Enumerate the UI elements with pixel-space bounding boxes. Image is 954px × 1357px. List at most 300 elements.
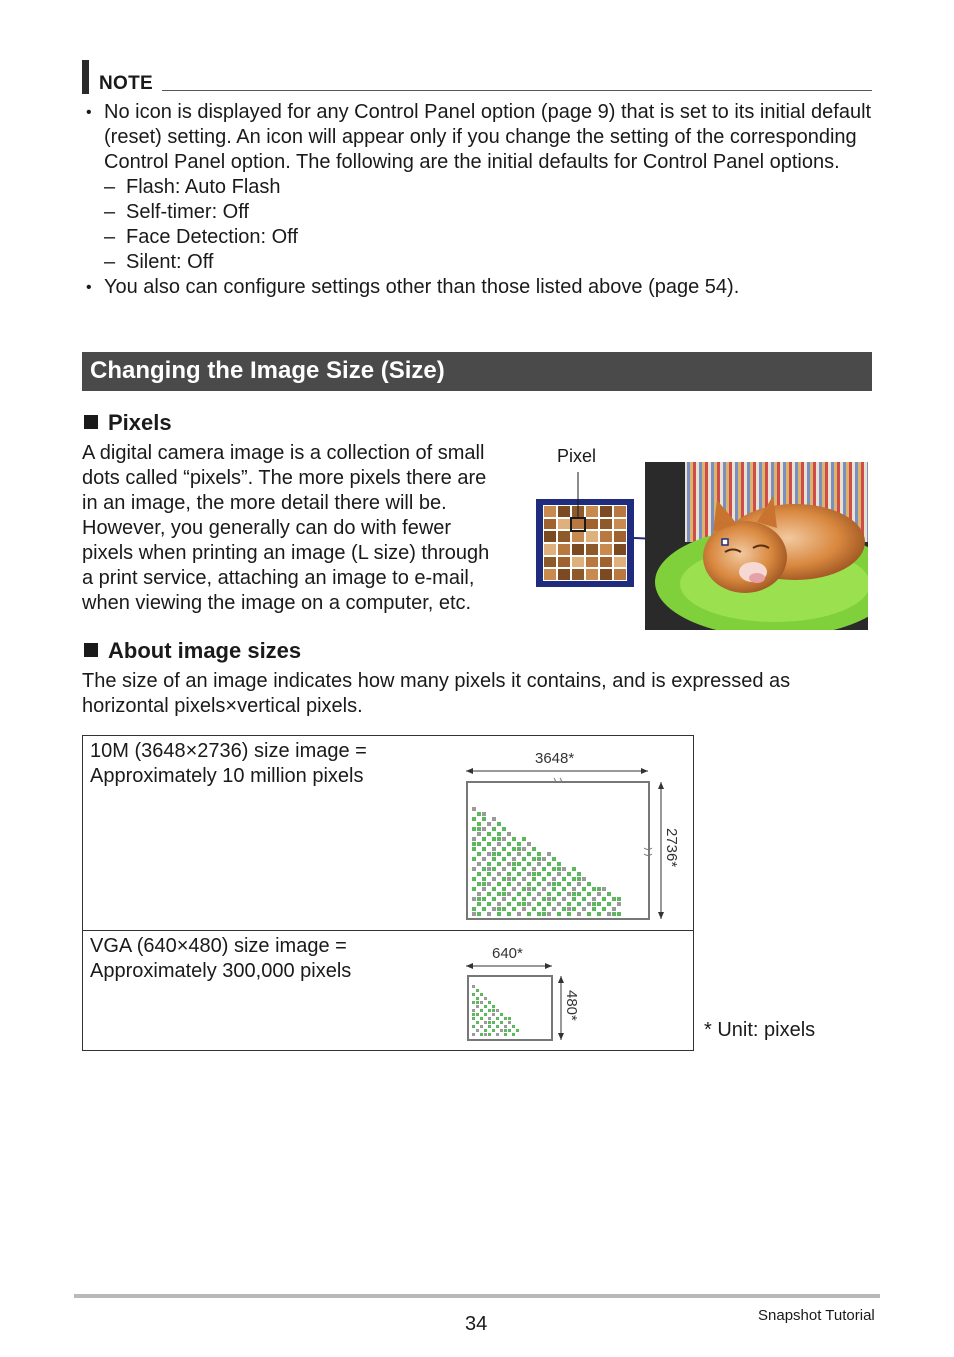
pixel-dot — [557, 867, 561, 871]
pixel-dot — [502, 847, 506, 851]
pixel-dot — [482, 887, 486, 891]
pixel-dot — [522, 867, 526, 871]
pixel-dot — [527, 902, 531, 906]
pixel-dot — [582, 897, 586, 901]
pixel-dot — [472, 827, 476, 831]
pixel-dot — [582, 887, 586, 891]
pixel-dot — [587, 902, 591, 906]
pixel-dot — [527, 887, 531, 891]
pixel-cell — [600, 569, 612, 580]
pixel-dot — [577, 892, 581, 896]
pixel-dot — [522, 847, 526, 851]
pixel-dot — [547, 912, 551, 916]
pixel-dot — [472, 867, 476, 871]
pixel-dot — [577, 882, 581, 886]
pixel-dot — [472, 877, 476, 881]
pixel-dot — [512, 857, 516, 861]
default-item: – Self-timer: Off — [84, 200, 874, 225]
pixel-dot — [497, 822, 501, 826]
pixel-dot — [572, 907, 576, 911]
pixel-cell — [614, 569, 626, 580]
pixel-dot — [532, 857, 536, 861]
pixel-dot — [502, 837, 506, 841]
pixel-dot — [557, 872, 561, 876]
pixel-dot — [587, 892, 591, 896]
pixel-dot — [512, 837, 516, 841]
height-label-vga: 480* — [563, 990, 580, 1021]
pixel-dot — [532, 897, 536, 901]
pixel-dot — [496, 1025, 499, 1028]
pixel-dot — [472, 847, 476, 851]
pixel-dot — [612, 912, 616, 916]
pixel-dot — [587, 882, 591, 886]
height-label-10m: 2736* — [663, 828, 680, 868]
pixel-dot — [537, 862, 541, 866]
footer-rule — [74, 1294, 880, 1298]
pixel-dot — [547, 897, 551, 901]
note-bullet-1: • No icon is displayed for any Control Panel option (page 9) that is set to its initial default (reset) setting. An icon will appear only if you change the setting of the corresponding Control Panel option. The following are the initial defaults for Control Panel options. — [84, 100, 874, 175]
pixel-dot — [476, 1013, 479, 1016]
pixel-dot — [592, 887, 596, 891]
pixel-dot — [572, 867, 576, 871]
pixel-dot — [477, 827, 481, 831]
pixel-dot — [507, 862, 511, 866]
pixel-dot — [502, 867, 506, 871]
pixel-dot — [507, 872, 511, 876]
pixel-dot — [517, 852, 521, 856]
pixel-dot — [472, 1025, 475, 1028]
pixel-dot — [508, 1029, 511, 1032]
pixel-dot — [522, 907, 526, 911]
pixel-dot — [607, 912, 611, 916]
pixel-dot — [472, 907, 476, 911]
pixel-dot — [567, 907, 571, 911]
pixel-dot — [562, 877, 566, 881]
pixel-dot — [592, 907, 596, 911]
pixel-dot — [602, 907, 606, 911]
pixel-dot — [612, 907, 616, 911]
pixel-dot — [532, 847, 536, 851]
pixel-dot — [484, 1033, 487, 1036]
pixel-dot — [477, 902, 481, 906]
pixel-dot — [492, 907, 496, 911]
pixel-dot — [547, 902, 551, 906]
pixel-dot — [567, 872, 571, 876]
pixel-dot — [472, 807, 476, 811]
pixel-dot — [517, 847, 521, 851]
pixel-dot — [552, 882, 556, 886]
pixel-dot — [484, 1029, 487, 1032]
pixel-dot — [472, 842, 476, 846]
pixel-dot — [487, 862, 491, 866]
pixel-dot — [482, 877, 486, 881]
pixel-dot — [552, 907, 556, 911]
pixel-dot — [552, 867, 556, 871]
pixel-dot — [542, 912, 546, 916]
pixel-dot — [488, 1017, 491, 1020]
pixel-dot — [504, 1029, 507, 1032]
note-label: NOTE — [99, 73, 153, 94]
size-row-vga-text: VGA (640×480) size image = Approximately 300,000 pixels — [90, 935, 352, 982]
pixel-dot — [492, 897, 496, 901]
pixel-dot — [487, 892, 491, 896]
pixel-dot — [522, 857, 526, 861]
note-bullet-2: • You also can configure settings other than those listed above (page 54). — [84, 275, 874, 300]
pixel-dot — [482, 907, 486, 911]
pixel-dot — [472, 1001, 475, 1004]
pixel-dot — [480, 1017, 483, 1020]
pixel-dot — [532, 907, 536, 911]
pixel-dot — [537, 872, 541, 876]
pixel-dot — [577, 872, 581, 876]
pixel-dot — [482, 882, 486, 886]
pixel-dot — [532, 872, 536, 876]
pixel-dot — [477, 897, 481, 901]
pixel-dot — [532, 867, 536, 871]
pixel-dot — [477, 872, 481, 876]
pixel-dot — [492, 1005, 495, 1008]
pixel-dot — [492, 852, 496, 856]
pixel-dot — [472, 837, 476, 841]
pixel-dot — [497, 907, 501, 911]
pixel-dot — [607, 902, 611, 906]
pixel-dot — [542, 857, 546, 861]
pixel-dot — [527, 862, 531, 866]
pixel-dot — [484, 1013, 487, 1016]
pixel-dot — [517, 872, 521, 876]
pixel-dot — [507, 832, 511, 836]
pixel-cell — [586, 569, 598, 580]
pixel-dot — [472, 897, 476, 901]
pixel-dot — [527, 872, 531, 876]
pixel-dot — [527, 892, 531, 896]
pixel-dot — [504, 1025, 507, 1028]
pixel-dot — [517, 842, 521, 846]
pixel-dot — [547, 892, 551, 896]
pixel-dot — [537, 912, 541, 916]
pixel-dot — [592, 897, 596, 901]
unit-note: * Unit: pixels — [704, 1019, 816, 1041]
pixel-dot — [477, 832, 481, 836]
pixel-dot — [552, 877, 556, 881]
pixel-dot — [507, 877, 511, 881]
pixel-dot — [502, 907, 506, 911]
pixel-dot — [497, 892, 501, 896]
pixel-dot — [497, 832, 501, 836]
pixel-dot — [497, 862, 501, 866]
pixel-dot — [552, 857, 556, 861]
pixel-dot — [508, 1021, 511, 1024]
pixel-dot — [602, 897, 606, 901]
pixel-dot — [562, 887, 566, 891]
pixel-dot — [476, 1021, 479, 1024]
pixel-dot — [472, 817, 476, 821]
pixel-figure-label: Pixel — [557, 446, 597, 466]
width-label-10m: 3648* — [535, 750, 575, 767]
pixel-dot — [507, 902, 511, 906]
pixel-dot — [557, 882, 561, 886]
pixel-dot — [517, 892, 521, 896]
sizes-heading: About image sizes — [84, 638, 301, 664]
pixel-dot — [542, 907, 546, 911]
pixel-dot — [477, 812, 481, 816]
pixel-dot — [502, 857, 506, 861]
pixel-dot — [557, 912, 561, 916]
page-number: 34 — [465, 1313, 488, 1335]
pixel-dot — [476, 1001, 479, 1004]
pixel-dot — [482, 867, 486, 871]
pixel-dot — [472, 985, 475, 988]
pixel-dot — [542, 867, 546, 871]
pixel-dot — [507, 892, 511, 896]
size-row-10m-text: 10M (3648×2736) size image = Approximately 10 million pixels — [90, 740, 367, 787]
pixel-dot — [487, 912, 491, 916]
pixel-dot — [537, 892, 541, 896]
pixel-dot — [617, 897, 621, 901]
pixel-dot — [500, 1029, 503, 1032]
pixel-dot — [487, 872, 491, 876]
pixel-dot — [480, 1025, 483, 1028]
default-item: – Silent: Off — [84, 250, 874, 275]
pixel-dot — [522, 897, 526, 901]
note-marker — [82, 60, 89, 94]
pixel-dot — [557, 892, 561, 896]
pixels-heading: Pixels — [84, 410, 172, 436]
pixel-dot — [504, 1017, 507, 1020]
pixel-dot — [487, 902, 491, 906]
pixel-dot — [597, 902, 601, 906]
pixel-dot — [517, 902, 521, 906]
pixel-dot — [487, 822, 491, 826]
default-item: – Flash: Auto Flash — [84, 175, 874, 200]
pixel-dot — [537, 882, 541, 886]
pixel-dot — [567, 902, 571, 906]
pixel-dot — [547, 852, 551, 856]
pixel-dot — [512, 877, 516, 881]
pixel-dot — [512, 1025, 515, 1028]
pixel-dot — [488, 1001, 491, 1004]
pixel-dot — [497, 852, 501, 856]
note-rule — [162, 90, 872, 91]
pixel-dot — [597, 912, 601, 916]
sizes-intro: The size of an image indicates how many pixels it contains, and is expressed as horizontal pixels×vertical pixels. — [82, 670, 791, 717]
pixel-dot — [567, 892, 571, 896]
pixel-dot — [537, 852, 541, 856]
pixel-dot — [482, 812, 486, 816]
pixel-cell — [572, 569, 584, 580]
pixel-dot — [537, 857, 541, 861]
pixel-dot — [482, 897, 486, 901]
pixel-dot — [508, 1017, 511, 1020]
pixel-dot — [512, 907, 516, 911]
image-diagram-10m — [460, 760, 685, 930]
pixel-dot — [542, 877, 546, 881]
pixel-dot — [476, 1005, 479, 1008]
pixel-dot — [488, 1025, 491, 1028]
pixel-dot — [487, 867, 491, 871]
pixel-dot — [547, 862, 551, 866]
pixel-dot — [472, 1009, 475, 1012]
pixel-dot — [472, 1033, 475, 1036]
pixel-dot — [482, 857, 486, 861]
pixel-dot — [497, 837, 501, 841]
pixel-dot — [512, 847, 516, 851]
pixel-dot — [517, 882, 521, 886]
pixel-dot — [517, 912, 521, 916]
pixel-cell — [558, 569, 570, 580]
pixel-dot — [567, 912, 571, 916]
pixel-dot — [547, 872, 551, 876]
pixel-dot — [496, 1033, 499, 1036]
pixel-dot — [497, 902, 501, 906]
pixel-dot — [497, 872, 501, 876]
pixel-dot — [480, 993, 483, 996]
pixel-dot — [487, 852, 491, 856]
pixel-dot — [472, 1013, 475, 1016]
pixel-dot — [592, 902, 596, 906]
pixel-dot — [492, 1009, 495, 1012]
square-bullet-icon — [84, 643, 98, 657]
pixel-dot — [612, 897, 616, 901]
pixel-dot — [597, 887, 601, 891]
pixel-dot — [617, 902, 621, 906]
pixel-dot — [542, 887, 546, 891]
pixel-dot — [502, 892, 506, 896]
pixel-dot — [482, 827, 486, 831]
pixel-dot — [507, 912, 511, 916]
pixel-dot — [484, 1005, 487, 1008]
pixel-dot — [502, 877, 506, 881]
pixel-dot — [572, 887, 576, 891]
pixel-dot — [487, 882, 491, 886]
pixel-dot — [552, 887, 556, 891]
pixel-dot — [492, 877, 496, 881]
pixel-dot — [502, 897, 506, 901]
default-item: – Face Detection: Off — [84, 225, 874, 250]
pixel-dot — [512, 862, 516, 866]
pixel-dot — [562, 897, 566, 901]
pixel-dot — [577, 902, 581, 906]
pixel-cell — [544, 569, 556, 580]
pixel-dot — [488, 1021, 491, 1024]
pixel-dot — [492, 817, 496, 821]
pixel-dot — [577, 877, 581, 881]
pixel-dot — [516, 1029, 519, 1032]
pixel-dot — [492, 1029, 495, 1032]
pixel-dot — [557, 862, 561, 866]
cat-photo — [645, 462, 868, 630]
pixel-dot — [480, 1009, 483, 1012]
pixel-dot — [607, 892, 611, 896]
pixel-dot — [522, 887, 526, 891]
pixel-dot — [488, 1033, 491, 1036]
pixel-dot — [492, 857, 496, 861]
pixel-dot — [504, 1033, 507, 1036]
pixel-dot — [562, 907, 566, 911]
pixel-dot — [500, 1021, 503, 1024]
pixel-dot — [500, 1013, 503, 1016]
pixel-dot — [476, 997, 479, 1000]
pixel-dot — [522, 902, 526, 906]
pixel-dot — [477, 882, 481, 886]
pixel-dot — [542, 897, 546, 901]
pixel-dot — [527, 852, 531, 856]
pixel-dot — [522, 837, 526, 841]
width-label-vga: 640* — [492, 945, 523, 962]
pixel-dot — [492, 837, 496, 841]
pixel-dot — [502, 887, 506, 891]
pixel-dot — [492, 847, 496, 851]
pixel-dot — [567, 882, 571, 886]
pixel-dot — [476, 1029, 479, 1032]
pixel-dot — [497, 842, 501, 846]
pixel-dot — [522, 877, 526, 881]
pixel-dot — [472, 887, 476, 891]
pixel-dot — [507, 882, 511, 886]
pixel-dot — [527, 912, 531, 916]
pixel-dot — [532, 877, 536, 881]
pixel-dot — [484, 1021, 487, 1024]
footer-title: Snapshot Tutorial — [758, 1307, 875, 1324]
pixel-dot — [477, 822, 481, 826]
pixel-dot — [472, 857, 476, 861]
pixel-dot — [572, 897, 576, 901]
pixel-dot — [512, 897, 516, 901]
pixel-dot — [480, 1033, 483, 1036]
pixel-dot — [512, 1033, 515, 1036]
pixel-dot — [484, 997, 487, 1000]
pixel-dot — [597, 892, 601, 896]
pixel-dot — [507, 842, 511, 846]
pixel-dot — [562, 867, 566, 871]
pixel-dot — [602, 887, 606, 891]
pixel-dot — [472, 1017, 475, 1020]
pixel-dot — [480, 1001, 483, 1004]
note-list — [84, 100, 874, 300]
pixel-dot — [527, 842, 531, 846]
pixel-dot — [477, 842, 481, 846]
pixel-dot — [532, 887, 536, 891]
pixel-dot — [492, 1021, 495, 1024]
pixel-dot — [582, 907, 586, 911]
pixel-dot — [572, 877, 576, 881]
pixel-dot — [517, 862, 521, 866]
pixel-dot — [477, 912, 481, 916]
pixel-dot — [617, 912, 621, 916]
pixel-dot — [497, 912, 501, 916]
pixel-dot — [547, 882, 551, 886]
pixel-dot — [492, 887, 496, 891]
pixel-dot — [482, 817, 486, 821]
pixel-dot — [477, 862, 481, 866]
pixel-dot — [477, 852, 481, 856]
pixel-dot — [577, 912, 581, 916]
pixel-dot — [488, 1009, 491, 1012]
pixel-dot — [512, 867, 516, 871]
pixel-dot — [582, 877, 586, 881]
pixel-dot — [492, 867, 496, 871]
pixel-dot — [476, 989, 479, 992]
pixel-dot — [587, 912, 591, 916]
pixel-dot — [492, 1013, 495, 1016]
size-table-divider — [82, 930, 694, 931]
pixel-dot — [496, 1017, 499, 1020]
pixel-dot — [487, 842, 491, 846]
pixel-dot — [512, 887, 516, 891]
pixel-dot — [557, 902, 561, 906]
image-diagram-vga — [460, 955, 570, 1047]
pixel-dot — [507, 852, 511, 856]
